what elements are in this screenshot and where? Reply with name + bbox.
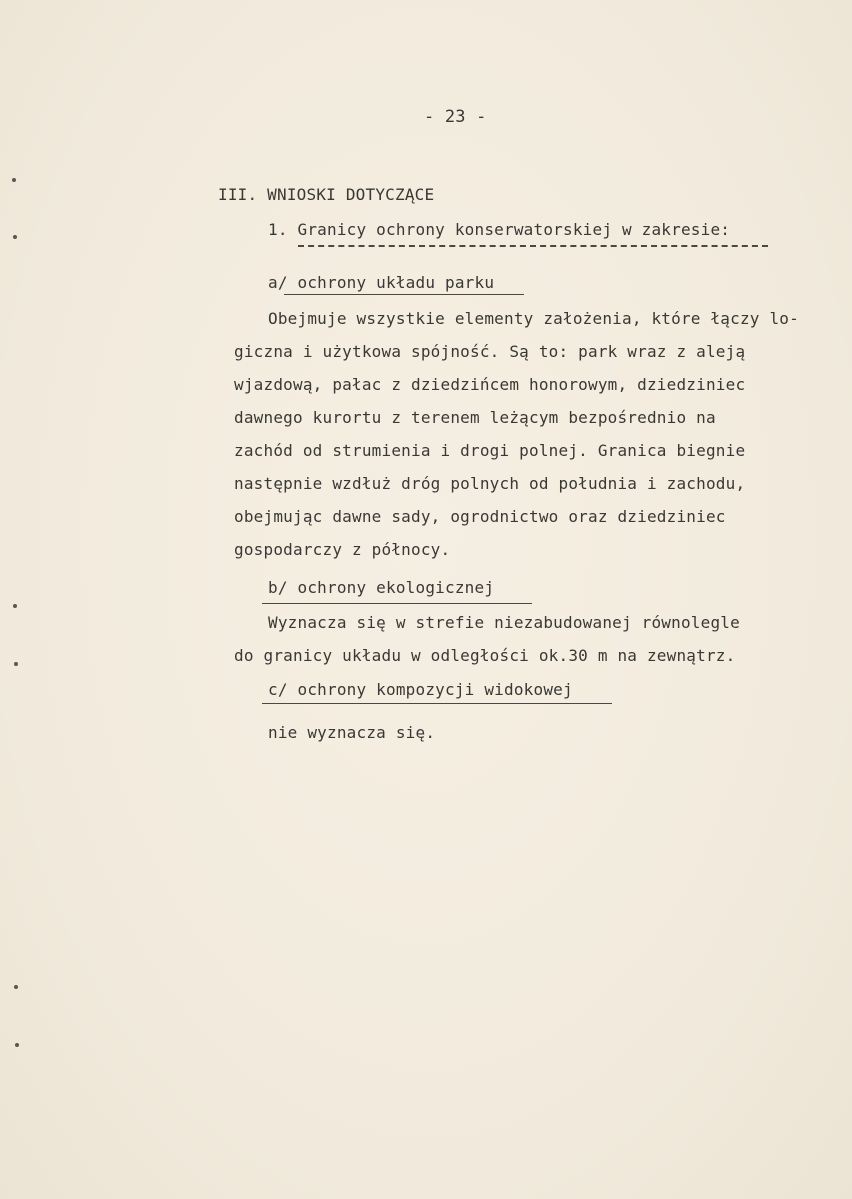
body-line: wjazdową, pałac z dziedzińcem honorowym, dziedziniec [234,375,746,394]
page-number: - 23 - [424,107,487,127]
binding-mark [13,604,17,608]
subsection-b-heading: b/ ochrony ekologicznej [268,578,495,597]
body-line: giczna i użytkowa spójność. Są to: park wraz z aleją [234,342,746,361]
body-line: dawnego kurortu z terenem leżącym bezpośrednio na [234,408,716,427]
subsection-heading: 1. Granicy ochrony konserwatorskiej w zakresie: [268,220,731,239]
body-line: obejmując dawne sady, ogrodnictwo oraz dziedziniec [234,507,726,526]
body-line: do granicy układu w odległości ok.30 m na zewnątrz. [234,646,736,665]
body-line: nie wyznacza się. [268,723,436,742]
subsection-c-heading: c/ ochrony kompozycji widokowej [268,680,573,699]
body-line: Wyznacza się w strefie niezabudowanej równolegle [268,613,740,632]
subsection-b-heading-underline [262,603,532,604]
binding-mark [13,235,17,239]
section-heading: III. WNIOSKI DOTYCZĄCE [218,185,435,204]
subsection-a-heading-underline [284,294,524,295]
binding-mark [14,985,18,989]
body-line: Obejmuje wszystkie elementy założenia, które łączy lo- [268,309,799,328]
subsection-heading-underline [298,245,768,247]
body-line: zachód od strumienia i drogi polnej. Granica biegnie [234,441,746,460]
binding-mark [14,662,18,666]
subsection-a-heading: a/ ochrony układu parku [268,273,495,292]
binding-mark [15,1043,19,1047]
body-line: gospodarczy z północy. [234,540,451,559]
subsection-c-heading-underline [262,703,612,704]
body-line: następnie wzdłuż dróg polnych od południa i zachodu, [234,474,746,493]
binding-mark [12,178,16,182]
